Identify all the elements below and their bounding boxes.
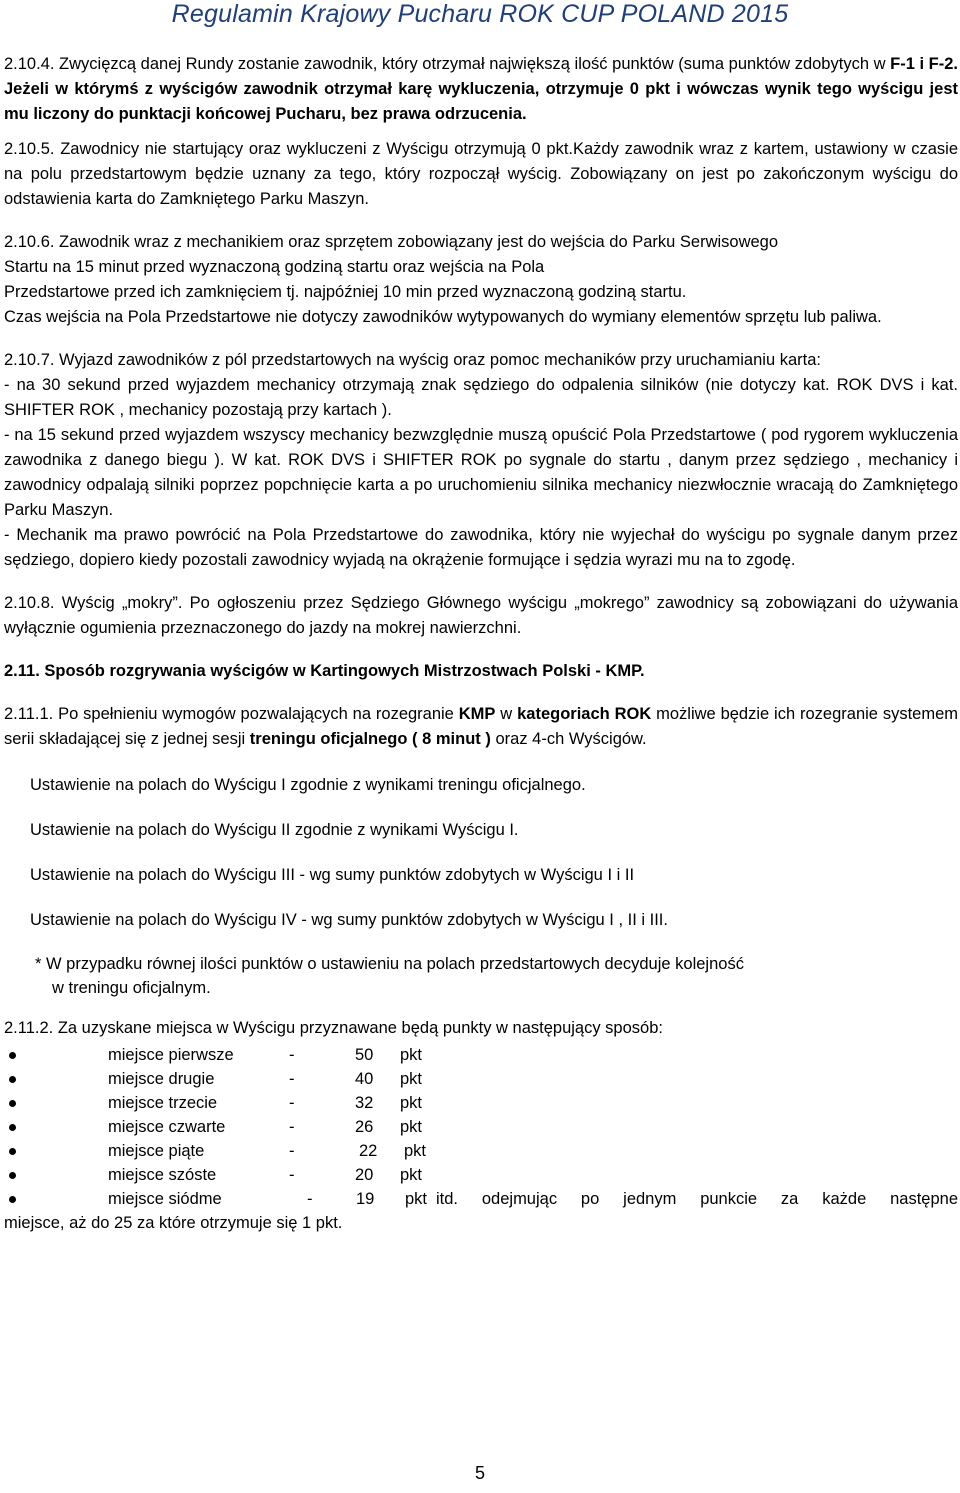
list-item: [4, 1115, 958, 1139]
section-2-10-4-part-b: F-1 i F-2.: [890, 55, 958, 73]
place-label: miejsce pierwsze: [108, 1046, 234, 1064]
points-continuation: itd. odejmując po jednym punkcie za każde następne: [436, 1190, 958, 1208]
grid-setting-race-2: Ustawienie na polach do Wyścigu II zgodnie z wynikami Wyścigu I.: [30, 821, 519, 839]
training-label: treningu oficjalnego ( 8 minut ): [249, 730, 491, 748]
points-value: 50: [355, 1046, 374, 1064]
dash: -: [289, 1094, 295, 1112]
section-2-10-7: [4, 348, 958, 573]
bullet-icon: [9, 1052, 16, 1059]
points-unit: pkt: [404, 1142, 427, 1160]
section-2-10-6-line-1: 2.10.6. Zawodnik wraz z mechanikiem oraz sprzętem zobowiązany jest do wejścia do Parku Serwisowego: [4, 233, 779, 251]
dash: -: [289, 1118, 295, 1136]
section-2-10-7-dash-2: - na 15 sekund przed wyjazdem wszyscy mechanicy bezwzględnie muszą opuścić Pola Przedstartowe ( pod rygorem wykluczenia zawodnika z danego biegu ). W kat. ROK DVS i SHIFTER ROK po sygnale do startu , danym przez sędziego , mechanicy i zawodnicy odpalają silniki poprzez popchnięcie karta a po uruchomieniu silnika mechanicy niezwłocznie wracają do Zamkniętego Parku Maszyn.: [4, 426, 958, 519]
section-2-11-1-part-4: oraz 4-ch Wyścigów.: [495, 730, 647, 748]
document-body: [4, 52, 958, 1236]
dash: -: [289, 1142, 295, 1160]
section-2-10-6: [4, 230, 958, 330]
section-2-10-5: 2.10.5. Zawodnicy nie startujący oraz wykluczeni z Wyścigu otrzymują 0 pkt.Każdy zawodnik wraz z kartem, ustawiony w czasie na polu przedstartowym będzie uznany za tego, który rozpoczął wyścig. Zobowiązany on jest po zakończonym wyścigu do odstawienia karta do Zamkniętego Parku Maszyn.: [4, 140, 958, 208]
section-2-11-1: [4, 702, 958, 752]
kmp-label: KMP: [458, 705, 496, 723]
points-unit: pkt: [400, 1070, 423, 1088]
points-unit: pkt: [400, 1046, 423, 1064]
place-label: miejsce drugie: [108, 1070, 215, 1088]
section-2-10-7-dash-1: - na 30 sekund przed wyjazdem mechanicy otrzymają znak sędziego do odpalenia silników (nie dotyczy kat. ROK DVS i kat. SHIFTER ROK , mechanicy pozostają przy kartach ).: [4, 376, 958, 419]
section-2-10-7-dash-3: - Mechanik ma prawo powrócić na Pola Przedstartowe do zawodnika, który nie wyjechał do wyścigu po sygnale danym przez sędziego, dopiero kiedy pozostali zawodnicy wyjadą na okrążenie formujące i sędzia wyrazi mu na to zgodę.: [4, 526, 958, 569]
section-2-10-4-part-a: 2.10.4. Zwycięzcą danej Rundy zostanie zawodnik, który otrzymał największą ilość punktów (suma punktów zdobytych w: [4, 55, 886, 73]
dash: -: [289, 1046, 295, 1064]
points-unit: pkt: [400, 1094, 423, 1112]
place-label: miejsce czwarte: [108, 1118, 226, 1136]
grid-settings-list: [4, 773, 958, 933]
points-value: 19: [356, 1190, 375, 1208]
points-value: 40: [355, 1070, 374, 1088]
document-header: Regulamin Krajowy Pucharu ROK CUP POLAND 2015: [171, 0, 789, 28]
bullet-icon: [9, 1172, 16, 1179]
list-item: [4, 1091, 958, 1115]
place-label: miejsce trzecie: [108, 1094, 218, 1112]
bullet-icon: [9, 1196, 16, 1203]
section-2-10-6-line-3: Przedstartowe przed ich zamknięciem tj. najpóźniej 10 min przed wyznaczoną godziną startu.: [4, 283, 687, 301]
list-item: [4, 1139, 958, 1163]
points-value: 32: [355, 1094, 374, 1112]
section-2-10-6-line-4: Czas wejścia na Pola Przedstartowe nie dotyczy zawodników wytypowanych do wymiany elementów sprzętu lub paliwa.: [4, 308, 882, 326]
section-2-10-4-part-c: Jeżeli w którymś z wyścigów zawodnik otrzymał karę wykluczenia, otrzymuje 0 pkt i wówczas wynik tego wyścigu jest mu liczony do punktacji końcowej Pucharu, bez prawa odrzucenia.: [4, 80, 958, 123]
list-item: [4, 1163, 958, 1187]
points-value: 20: [355, 1166, 374, 1184]
section-2-11-1-part-3: możliwe będzie ich rozegranie systemem serii składającej się z jednej sesji: [4, 705, 959, 748]
grid-setting-race-3: Ustawienie na polach do Wyścigu III - wg sumy punktów zdobytych w Wyścigu I i II: [30, 866, 635, 884]
place-label: miejsce piąte: [108, 1142, 205, 1160]
dash: -: [289, 1166, 295, 1184]
points-tail: miejsce, aż do 25 za które otrzymuje się 1 pkt.: [4, 1214, 343, 1232]
points-unit: pkt: [405, 1190, 428, 1208]
dash: -: [307, 1190, 313, 1208]
points-unit: pkt: [400, 1118, 423, 1136]
section-2-10-6-line-2: Startu na 15 minut przed wyznaczoną godziną startu oraz wejścia na Pola: [4, 258, 545, 276]
section-2-10-8: 2.10.8. Wyścig „mokry”. Po ogłoszeniu przez Sędziego Głównego wyścigu „mokrego” zawodnicy są zobowiązani do używania wyłącznie ogumienia przeznaczonego do jazdy na mokrej nawierzchni.: [4, 594, 958, 637]
list-item: [4, 1067, 958, 1091]
category-label: kategoriach ROK: [517, 705, 652, 723]
list-item: [4, 1187, 958, 1211]
bullet-icon: [9, 1100, 16, 1107]
dash: -: [289, 1070, 295, 1088]
page-number: 5: [474, 1463, 485, 1483]
section-2-11-2-intro: 2.11.2. Za uzyskane miejsca w Wyścigu przyznawane będą punkty w następujący sposób:: [4, 1019, 663, 1037]
bullet-icon: [9, 1124, 16, 1131]
tie-break-note: [35, 952, 958, 1000]
grid-setting-race-1: Ustawienie na polach do Wyścigu I zgodnie z wynikami treningu oficjalnego.: [30, 776, 586, 794]
grid-setting-race-4: Ustawienie na polach do Wyścigu IV - wg sumy punktów zdobytych w Wyścigu I , II i III.: [30, 911, 668, 929]
place-label: miejsce szóste: [108, 1166, 217, 1184]
tie-break-note-line-2: w treningu oficjalnym.: [52, 979, 211, 997]
bullet-icon: [9, 1148, 16, 1155]
bullet-icon: [9, 1076, 16, 1083]
section-2-11-title: 2.11. Sposób rozgrywania wyścigów w Kartingowych Mistrzostwach Polski - KMP.: [4, 662, 645, 680]
section-2-10-4: [4, 52, 958, 127]
list-item: [4, 1043, 958, 1067]
section-2-11-1-part-1: 2.11.1. Po spełnieniu wymogów pozwalających na rozegranie: [4, 705, 454, 723]
section-2-11-1-part-2: w: [500, 705, 513, 723]
place-label: miejsce siódme: [108, 1190, 222, 1208]
points-value: 26: [355, 1118, 374, 1136]
tie-break-note-line-1: * W przypadku równej ilości punktów o ustawieniu na polach przedstartowych decyduje kolejność: [35, 955, 744, 973]
points-list: [4, 1043, 958, 1211]
points-unit: pkt: [400, 1166, 423, 1184]
section-2-10-7-intro: 2.10.7. Wyjazd zawodników z pól przedstartowych na wyścig oraz pomoc mechaników przy uruchamianiu karta:: [4, 351, 821, 369]
points-value: 22: [359, 1142, 378, 1160]
